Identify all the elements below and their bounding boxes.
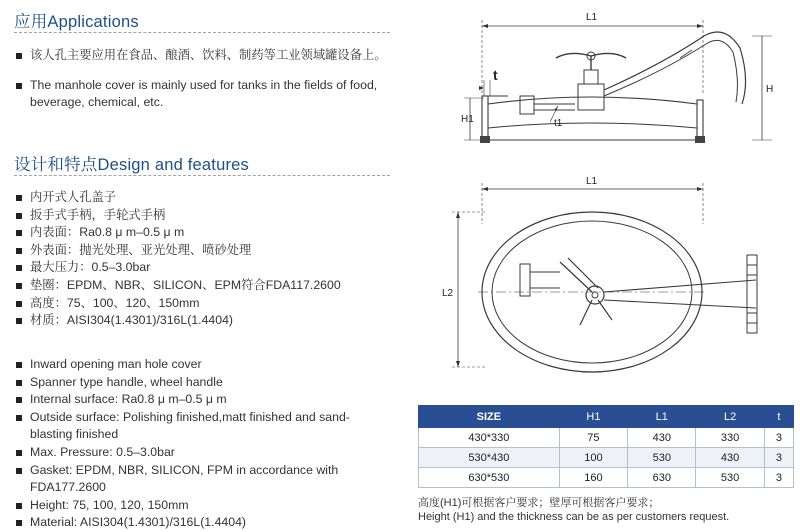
bullet-icon [16,450,22,456]
cell-l2: 430 [696,448,764,468]
bullet-icon [16,503,22,509]
design-title: 设计和特点Design and features [14,156,249,174]
bullet-icon [16,415,22,421]
note-cn: 高度(H1)可根据客户要求；壁厚可根据客户要求； [418,497,660,509]
cell-size: 630*530 [419,468,560,488]
bullet-icon [16,248,22,254]
list-item: 内表面：Ra0.8 μ m–0.5 μ m [14,224,392,242]
list-item: 垫圈：EPDM、NBR、SILICON、EPM符合FDA117.2600 [14,277,392,295]
table-row [419,468,794,488]
cell-t: 3 [764,428,793,448]
cell-t: 3 [764,468,793,488]
bullet-icon [16,362,22,368]
cell-h1: 160 [559,468,627,488]
bullet-icon [16,318,22,324]
table-row [419,428,794,448]
list-item: 内开式人孔盖子 [14,189,392,207]
list-item: Gasket: EPDM, NBR, SILICON, FPM in accordance with FDA177.2600 [14,462,392,497]
list-item: Spanner type handle, wheel handle [14,374,392,392]
dim-h: H [766,84,774,95]
cell-size: 430*330 [419,428,560,448]
list-item: 最大压力：0.5–3.0bar [14,259,392,277]
cell-l1: 530 [628,448,696,468]
dim-l1-top: L1 [586,176,598,187]
list-item: 材质：AISI304(1.4301)/316L(1.4404) [14,312,392,330]
spec-table [418,405,794,488]
cell-l1: 630 [628,468,696,488]
cell-l2: 330 [696,428,764,448]
list-item: Height: 75, 100, 120, 150mm [14,497,392,515]
cell-l2: 530 [696,468,764,488]
design-divider [14,175,390,176]
cell-t: 3 [764,448,793,468]
list-item: Outside surface: Polishing finished,matt finished and sand-blasting finished [14,409,392,444]
applications-title: 应用Applications [14,13,139,31]
bullet-icon [16,380,22,386]
cell-size: 530*430 [419,448,560,468]
dim-l2: L2 [442,288,454,299]
applications-divider [14,32,390,33]
bullet-icon [16,301,22,307]
bullet-icon [16,468,22,474]
list-item: Material: AISI304(1.4301)/316L(1.4404) [14,514,392,532]
header-h1: H1 [559,406,627,428]
header-size: SIZE [419,406,560,428]
header-l1: L1 [628,406,696,428]
bullet-icon [16,520,22,526]
list-item: 外表面：抛光处理、亚光处理、喷砂处理 [14,242,392,260]
list-item: Inward opening man hole cover [14,356,392,374]
cell-l1: 430 [628,428,696,448]
bullet-icon [16,53,22,59]
list-item: 该人孔主要应用在食品、酿酒、饮料、制药等工业领域罐设备上。 [14,47,392,65]
list-item: 高度：75、100、120、150mm [14,295,392,313]
header-l2: L2 [696,406,764,428]
cell-h1: 75 [559,428,627,448]
bullet-icon [16,283,22,289]
dim-l1-side: L1 [586,12,598,23]
design-en-list [14,356,392,532]
design-cn-list [14,189,392,330]
applications-list [14,47,392,112]
bullet-icon [16,213,22,219]
dim-t1: t1 [554,118,563,129]
table-row [419,448,794,468]
list-item: The manhole cover is mainly used for tanks in the fields of food, beverage, chemical, etc. [14,77,392,112]
dim-t: t [493,67,498,83]
top-view [452,183,757,372]
cell-h1: 100 [559,448,627,468]
note-en: Height (H1) and the thickness can be as per customers request. [418,511,730,523]
bullet-icon [16,83,22,89]
table-header-row [419,406,794,428]
list-item: Internal surface: Ra0.8 μ m–0.5 μ m [14,391,392,409]
list-item: Max. Pressure: 0.5–3.0bar [14,444,392,462]
side-view [464,20,772,143]
bullet-icon [16,230,22,236]
header-t: t [764,406,793,428]
list-item: 扳手式手柄，手轮式手柄 [14,207,392,225]
bullet-icon [16,195,22,201]
technical-drawing [400,0,800,400]
bullet-icon [16,265,22,271]
dim-h1: H1 [461,114,474,125]
bullet-icon [16,397,22,403]
